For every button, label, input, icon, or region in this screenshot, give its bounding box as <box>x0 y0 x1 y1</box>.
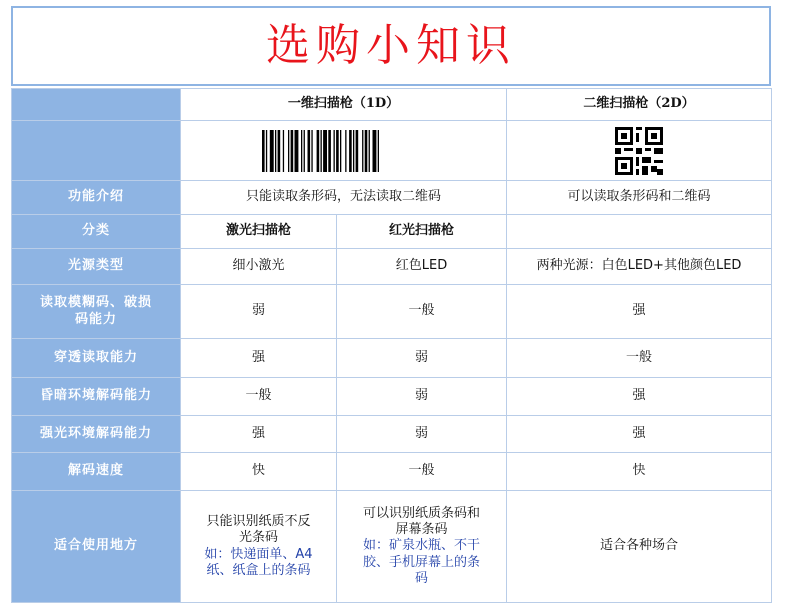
cell-category-2d <box>507 215 772 249</box>
row-label-penetration: 穿透读取能力 <box>12 339 181 378</box>
usage-laser-line1: 只能识别纸质不反 <box>206 514 311 529</box>
cell-penetration-laser: 强 <box>181 339 337 378</box>
column-header-2d: 二维扫描枪（2D） <box>507 89 772 121</box>
usage-laser-example2: 纸、纸盒上的条码 <box>206 562 311 578</box>
qr-code-icon <box>615 127 663 175</box>
row-dim <box>12 378 772 416</box>
usage-laser-example1: 如：快递面单、A4 <box>204 546 313 562</box>
row-label-damaged-line1: 读取模糊码、破损 <box>39 295 152 311</box>
row-damaged <box>12 285 772 339</box>
cell-usage-laser <box>181 491 337 603</box>
cell-speed-2d: 快 <box>507 453 772 491</box>
row-function <box>12 181 772 215</box>
title-banner <box>11 6 771 86</box>
cell-damaged-2d: 强 <box>507 285 772 339</box>
row-label-dim: 昏暗环境解码能力 <box>12 378 181 416</box>
row-penetration <box>12 339 772 378</box>
usage-red-example1: 如：矿泉水瓶、不干 <box>363 538 481 554</box>
cell-speed-laser: 快 <box>181 453 337 491</box>
cell-dim-red: 弱 <box>337 378 507 416</box>
row-label-bright: 强光环境解码能力 <box>12 416 181 453</box>
cell-light-2d: 两种光源：白色LED+其他颜色LED <box>507 249 772 285</box>
cell-light-red: 红色LED <box>337 249 507 285</box>
cell-penetration-2d: 一般 <box>507 339 772 378</box>
usage-red-line1: 可以识别纸质条码和 <box>363 505 481 521</box>
cell-category-laser: 激光扫描枪 <box>181 215 337 249</box>
usage-red-line2: 屏幕条码 <box>395 522 448 538</box>
barcode-icon <box>260 130 428 172</box>
cell-penetration-red: 弱 <box>337 339 507 378</box>
comparison-table <box>11 88 772 603</box>
icon-row <box>12 121 772 181</box>
cell-light-laser: 细小激光 <box>181 249 337 285</box>
usage-laser-line2: 光条码 <box>238 530 278 546</box>
row-label-light-source: 光源类型 <box>12 249 181 285</box>
row-usage <box>12 491 772 603</box>
cell-usage-red <box>337 491 507 603</box>
icon-row-label <box>12 121 181 181</box>
page-title: 选购小知识 <box>266 20 516 71</box>
corner-cell <box>12 89 181 121</box>
row-label-function: 功能介绍 <box>12 181 181 215</box>
cell-category-red: 红光扫描枪 <box>337 215 507 249</box>
row-label-damaged-line2: 码能力 <box>74 311 117 327</box>
row-category <box>12 215 772 249</box>
barcode-cell <box>181 121 507 181</box>
cell-function-1d: 只能读取条形码，无法读取二维码 <box>181 181 507 215</box>
cell-bright-laser: 强 <box>181 416 337 453</box>
row-speed <box>12 453 772 491</box>
cell-damaged-laser: 弱 <box>181 285 337 339</box>
cell-dim-laser: 一般 <box>181 378 337 416</box>
cell-bright-2d: 强 <box>507 416 772 453</box>
row-light-source <box>12 249 772 285</box>
qr-cell <box>507 121 772 181</box>
cell-dim-2d: 强 <box>507 378 772 416</box>
cell-speed-red: 一般 <box>337 453 507 491</box>
cell-function-2d: 可以读取条形码和二维码 <box>507 181 772 215</box>
cell-usage-2d: 适合各种场合 <box>507 491 772 603</box>
usage-red-example3: 码 <box>415 570 429 586</box>
row-label-usage: 适合使用地方 <box>12 491 181 603</box>
cell-damaged-red: 一般 <box>337 285 507 339</box>
column-header-1d: 一维扫描枪（1D） <box>181 89 507 121</box>
row-bright <box>12 416 772 453</box>
row-label-speed: 解码速度 <box>12 453 181 491</box>
row-label-category: 分类 <box>12 215 181 249</box>
header-row <box>12 89 772 121</box>
cell-bright-red: 弱 <box>337 416 507 453</box>
row-label-damaged <box>12 285 181 339</box>
usage-red-example2: 胶、手机屏幕上的条 <box>363 554 481 570</box>
